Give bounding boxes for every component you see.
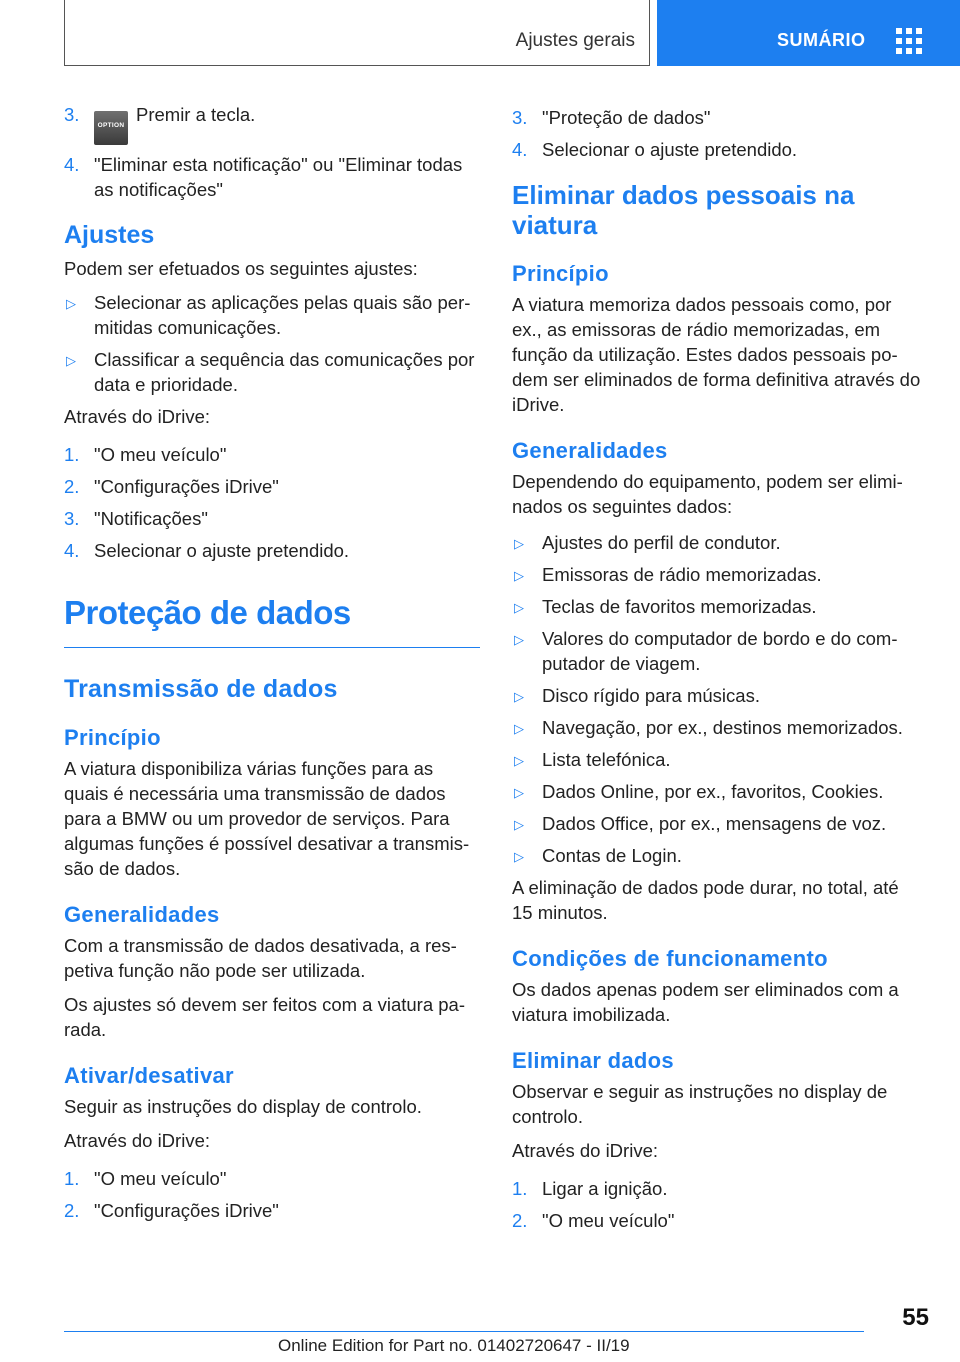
list-item: ▷ Lista telefónica. [512, 747, 922, 772]
page-number: 55 [902, 1304, 929, 1331]
list-item: ▷ Dados Office, por ex., mensagens de voz. [512, 811, 922, 836]
heading-protecao-de-dados: Proteção de dados [64, 593, 480, 648]
triangle-bullet-icon: ▷ [514, 600, 524, 615]
triangle-bullet-icon: ▷ [514, 849, 524, 864]
list-item: ▷ Selecionar as aplicações pelas quais são permitidas comunicações. [66, 292, 471, 338]
heading-ativar-desativar: Ativar/desativar [64, 1063, 234, 1088]
header-section-title: Ajustes gerais [515, 30, 635, 51]
triangle-bullet-icon: ▷ [514, 817, 524, 832]
heading-generalidades: Generalidades [64, 902, 220, 927]
list-item: ▷ Dados Online, por ex., favoritos, Cookies. [512, 779, 922, 804]
triangle-bullet-icon: ▷ [514, 785, 524, 800]
list-item: 4. Selecionar o ajuste pretendido. [64, 540, 350, 561]
triangle-bullet-icon: ▷ [66, 296, 76, 311]
left-column [64, 98, 480, 1230]
header-section-box [64, 0, 650, 66]
step-list [64, 1166, 480, 1223]
paragraph: Os ajustes só devem ser feitos com a viatura parada. [64, 994, 466, 1040]
footer-edition: Online Edition for Part no. 01402720647 - II/19 [278, 1336, 630, 1355]
paragraph: Os dados apenas podem ser eliminados com a viatura imobilizada. [512, 979, 899, 1025]
summary-button-label: SUMÁRIO [777, 30, 866, 50]
list-item: 4. "Eliminar esta notificação" ou "Eliminar todas as notificações" [64, 154, 463, 200]
triangle-bullet-icon: ▷ [514, 689, 524, 704]
heading-transmissao: Transmissão de dados [64, 675, 338, 703]
triangle-bullet-icon: ▷ [66, 353, 76, 368]
list-item: ▷ Teclas de favoritos memorizadas. [512, 594, 922, 619]
list-item: 2. "Configurações iDrive" [64, 476, 279, 497]
list-item: 3. "Proteção de dados" [512, 107, 711, 128]
list-item: ▷ Disco rígido para músicas. [512, 683, 922, 708]
footer-divider [64, 1331, 864, 1332]
step-list [512, 1176, 922, 1233]
list-item: 1. "O meu veículo" [64, 444, 227, 465]
step-list [64, 442, 480, 563]
heading-condicoes-de-funcionamento: Condições de funcionamento [512, 946, 828, 971]
bullet-list [512, 530, 922, 868]
paragraph: Seguir as instruções do display de controlo. [64, 1096, 422, 1117]
paragraph: Podem ser efetuados os seguintes ajustes: [64, 258, 418, 279]
list-item: ▷ Navegação, por ex., destinos memorizados. [512, 715, 922, 740]
paragraph: Através do iDrive: [512, 1140, 658, 1161]
list-item: 2. "Configurações iDrive" [64, 1200, 279, 1221]
paragraph: Observar e seguir as instruções no display de controlo. [512, 1081, 888, 1127]
paragraph: A eliminação de dados pode durar, no total, até 15 minutos. [512, 877, 899, 923]
list-item: ▷ Emissoras de rádio memorizadas. [512, 562, 922, 587]
triangle-bullet-icon: ▷ [514, 536, 524, 551]
triangle-bullet-icon: ▷ [514, 721, 524, 736]
paragraph: Através do iDrive: [64, 406, 210, 427]
paragraph: Dependendo do equipamento, podem ser eliminados os seguintes dados: [512, 471, 903, 517]
right-column [512, 105, 922, 1240]
heading-ajustes: Ajustes [64, 221, 155, 249]
list-item: ▷ Ajustes do perfil de condutor. [512, 530, 922, 555]
list-item: 2. "O meu veículo" [512, 1210, 675, 1231]
list-item: 1. Ligar a ignição. [512, 1178, 668, 1199]
paragraph: Com a transmissão de dados desativada, a respetiva função não pode ser utilizada. [64, 935, 457, 981]
heading-eliminar-dados: Eliminar dados [512, 1048, 674, 1073]
heading-eliminar-dados-pessoais: Eliminar dados pessoais na viatura [512, 180, 855, 240]
step-list-top [64, 98, 480, 202]
triangle-bullet-icon: ▷ [514, 568, 524, 583]
option-key-icon: OPTION [94, 111, 128, 145]
paragraph: A viatura disponibiliza várias funções para as quais é necessária uma transmissão de dados para a BMW ou um provedor de serviços. Para algumas funções é possível desativar a transmissão de dados. [64, 758, 470, 879]
list-item: ▷ Contas de Login. [512, 843, 922, 868]
triangle-bullet-icon: ▷ [514, 632, 524, 647]
list-item: 4. Selecionar o ajuste pretendido. [512, 139, 798, 160]
list-item: 3. "Notificações" [64, 508, 208, 529]
list-item: 1. "O meu veículo" [64, 1168, 227, 1189]
list-item: ▷ Classificar a sequência das comunicações por data e prioridade. [66, 349, 475, 395]
grid-icon[interactable] [896, 28, 922, 54]
paragraph: A viatura memoriza dados pessoais como, por ex., as emissoras de rádio memorizadas, em função da utilização. Estes dados pessoais podem ser eliminados de forma definitiva através do iDrive. [512, 294, 921, 415]
heading-principio: Princípio [512, 261, 609, 286]
list-item: ▷ Valores do computador de bordo e do computador de viagem. [514, 628, 898, 674]
triangle-bullet-icon: ▷ [514, 753, 524, 768]
heading-generalidades: Generalidades [512, 438, 668, 463]
step-list-top [512, 105, 922, 162]
paragraph: Através do iDrive: [64, 1130, 210, 1151]
heading-principio: Princípio [64, 725, 161, 750]
list-item: 3. OPTIONPremir a tecla. [64, 98, 480, 145]
bullet-list [64, 290, 480, 397]
